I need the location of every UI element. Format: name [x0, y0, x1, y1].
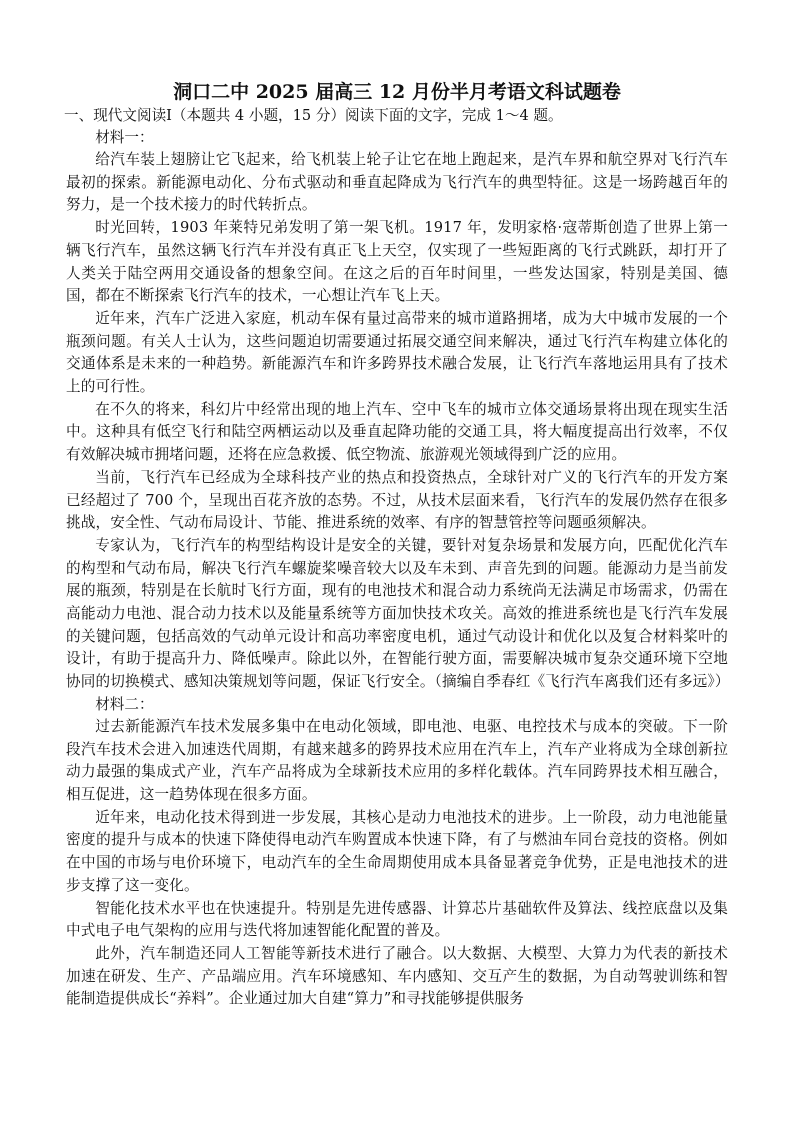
- material-one-paragraph-2: 时光回转，1903 年莱特兄弟发明了第一架飞机。1917 年，发明家格·寇蒂斯创造了世界上第一辆飞行汽车，虽然这辆飞行汽车并没有真正飞上天空，仅实现了一些短距离的飞行式跳跃，却打开了人类关于陆空两用交通设备的想象空间。在这之后的百年时间里，一些发达国家，特别是美国、德国，都在不断探索飞行汽车的技术，一心想让汽车飞上天。: [66, 219, 728, 305]
- material-one-label: 材料一：: [95, 129, 154, 146]
- material-one-paragraph-1: 给汽车装上翅膀让它飞起来，给飞机装上轮子让它在地上跑起来，是汽车界和航空界对飞行汽车最初的探索。新能源电动化、分布式驱动和垂直起降成为飞行汽车的典型特征。这是一场跨越百年的努力，是一个技术接力的时代转折点。: [66, 151, 728, 214]
- material-two-paragraph-4: 此外，汽车制造还同人工智能等新技术进行了融合。以大数据、大模型、大算力为代表的新技术加速在研发、生产、产品端应用。汽车环境感知、车内感知、交互产生的数据，为自动驾驶训练和智能制造提供成长“养料”。企业通过加大自建“算力”和寻找能够提供服务: [66, 944, 728, 1008]
- material-two-paragraph-3: 智能化技术水平也在快速提升。特别是先进传感器、计算芯片基础软件及算法、线控底盘以及集中式电子电气架构的应用与迭代将加速智能化配置的普及。: [66, 899, 728, 940]
- section-heading: 一、现代文阅读Ⅰ（本题共 4 小题，15 分）阅读下面的文字，完成 1～4 题。: [64, 107, 563, 124]
- material-one-paragraph-5: 当前，飞行汽车已经成为全球科技产业的热点和投资热点，全球针对广义的飞行汽车的开发方案已经超过了 700 个，呈现出百花齐放的态势。不过，从技术层面来看，飞行汽车的发展仍然存在很多挑战，安全性、气动布局设计、节能、推进系统的效率、有序的智慧管控等问题亟须解决。: [66, 468, 728, 532]
- material-one-paragraph-3: 近年来，汽车广泛进入家庭，机动车保有量过高带来的城市道路拥堵，成为大中城市发展的一个瓶颈问题。有关人士认为，这些问题迫切需要通过拓展交通空间来解决，通过飞行汽车构建立体化的交通体系是未来的一种趋势。新能源汽车和许多跨界技术融合发展，让飞行汽车落地运用具有了技术上的可行性。: [66, 309, 728, 396]
- material-two-paragraph-1: 过去新能源汽车技术发展多集中在电动化领域，即电池、电驱、电控技术与成本的突破。下一阶段汽车技术会进入加速迭代周期，有越来越多的跨界技术应用在汽车上，汽车产业将成为全球创新拉动力最强的集成式产业，汽车产品将成为全球新技术应用的多样化载体。汽车同跨界技术相互融合，相互促进，这一趋势体现在很多方面。: [66, 717, 728, 803]
- material-two-paragraph-2: 近年来，电动化技术得到进一步发展，其核心是动力电池技术的进步。上一阶段，动力电池能量密度的提升与成本的快速下降使得电动汽车购置成本快速下降，有了与燃油车同台竞技的资格。例如在中国的市场与电价环境下，电动汽车的全生命周期使用成本具备显著竞争优势，正是电池技术的进步支撑了这一变化。: [66, 808, 728, 894]
- exam-title: 洞口二中 2025 届高三 12 月份半月考语文科试题卷: [173, 81, 621, 103]
- material-one-paragraph-6: 专家认为，飞行汽车的构型结构设计是安全的关键，要针对复杂场景和发展方向，匹配优化汽车的构型和气动布局，解决飞行汽车螺旋桨噪音较大以及车未到、声音先到的问题。能源动力是当前发展的瓶颈，特别是在长航时飞行方面，现有的电池技术和混合动力系统尚无法满足市场需求，仍需在高能动力电池、混合动力技术以及能量系统等方面加快技术攻关。高效的推进系统也是飞行汽车发展的关键问题，包括高效的气动单元设计和高功率密度电机，通过气动设计和优化以及复合材料桨叶的设计，有助于提高升力、降低噪声。除此以外，在智能行驶方面，需要解决城市复杂交通环境下空地协同的切换模式、感知决策规划等问题，保证飞行安全。（摘编自季春红《飞行汽车离我们还有多远》）: [66, 536, 730, 691]
- material-two-label: 材料二：: [95, 695, 154, 713]
- material-one-paragraph-4: 在不久的将来，科幻片中经常出现的地上汽车、空中飞车的城市立体交通场景将出现在现实生活中。这种具有低空飞行和陆空两栖运动以及垂直起降功能的交通工具，将大幅度提高出行效率，不仅有效解决城市拥堵问题，还将在应急救援、低空物流、旅游观光领域得到广泛的应用。: [66, 400, 728, 464]
